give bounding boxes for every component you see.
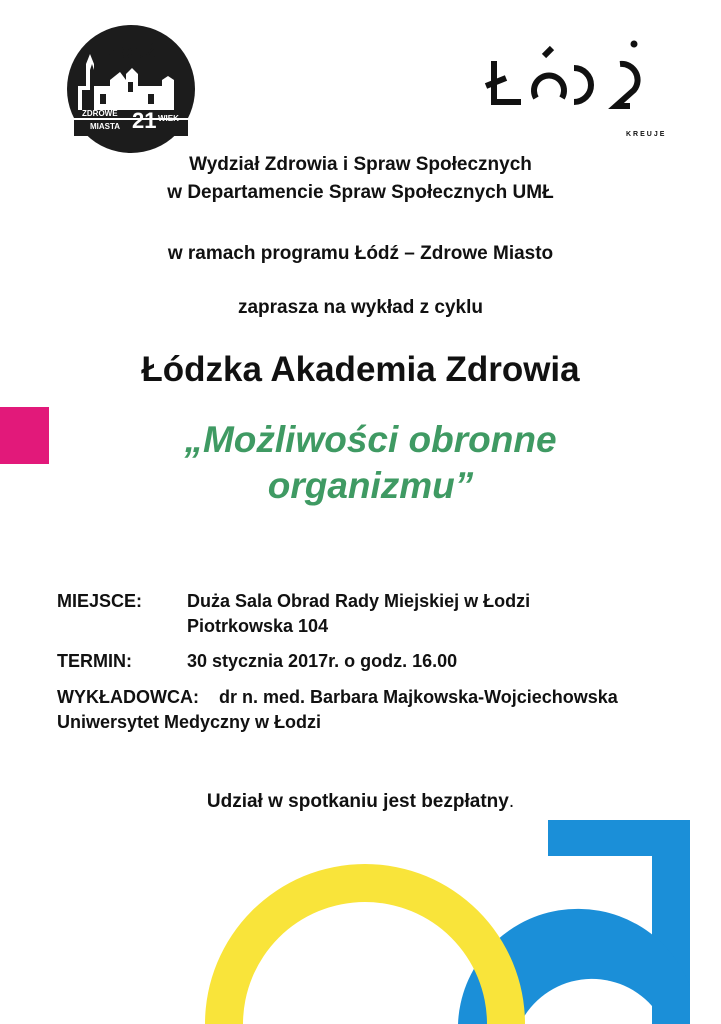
- organizer-line-1: Wydział Zdrowia i Spraw Społecznych: [189, 154, 532, 175]
- seal-miasta-text: MIASTA: [90, 122, 121, 131]
- lecturer-label: WYKŁADOWCA:: [57, 687, 199, 707]
- lecture-title: [10, 417, 721, 509]
- organizer-block: [0, 151, 721, 207]
- place-line-2: Piotrkowska 104: [187, 616, 329, 636]
- brand-tagline: KREUJE: [626, 131, 667, 138]
- seal-zdrowe-text: ZDROWE: [82, 109, 118, 118]
- lecturer-affiliation: Uniwersytet Medyczny w Łodzi: [57, 712, 322, 732]
- invitation-text: zaprasza na wykład z cyklu: [237, 297, 483, 318]
- lodz-kreuje-logo: [484, 38, 674, 142]
- date-label: TERMIN:: [57, 651, 132, 671]
- bottom-decorative-graphic: [0, 800, 721, 1024]
- lecture-title-line-1: „Możliwości obronne: [184, 419, 557, 460]
- program-text: w ramach programu Łódź – Zdrowe Miasto: [167, 243, 554, 264]
- place-line-1: Duża Sala Obrad Rady Miejskiej w Łodzi: [187, 591, 531, 611]
- place-value: [187, 589, 530, 639]
- seal-wiek-text: WIEK: [158, 114, 179, 123]
- series-title: Łódzka Akademia Zdrowia: [141, 350, 580, 389]
- lecture-title-line-2: organizmu”: [267, 465, 474, 506]
- free-entry-period: .: [508, 791, 515, 812]
- lecturer-block: [57, 685, 618, 735]
- free-entry-text: Udział w spotkaniu jest bezpłatny: [206, 791, 509, 812]
- seal-city-text: ŁÓDŹ: [108, 43, 156, 62]
- lodz-healthy-city-logo: [66, 24, 196, 154]
- date-value: 30 stycznia 2017r. o godz. 16.00: [187, 651, 458, 671]
- place-label: MIEJSCE:: [57, 591, 143, 611]
- seal-21-text: 21: [132, 108, 157, 133]
- lecturer-name: dr n. med. Barbara Majkowska-Wojciechowska: [219, 687, 618, 707]
- organizer-line-2: w Departamencie Spraw Społecznych UMŁ: [167, 182, 554, 203]
